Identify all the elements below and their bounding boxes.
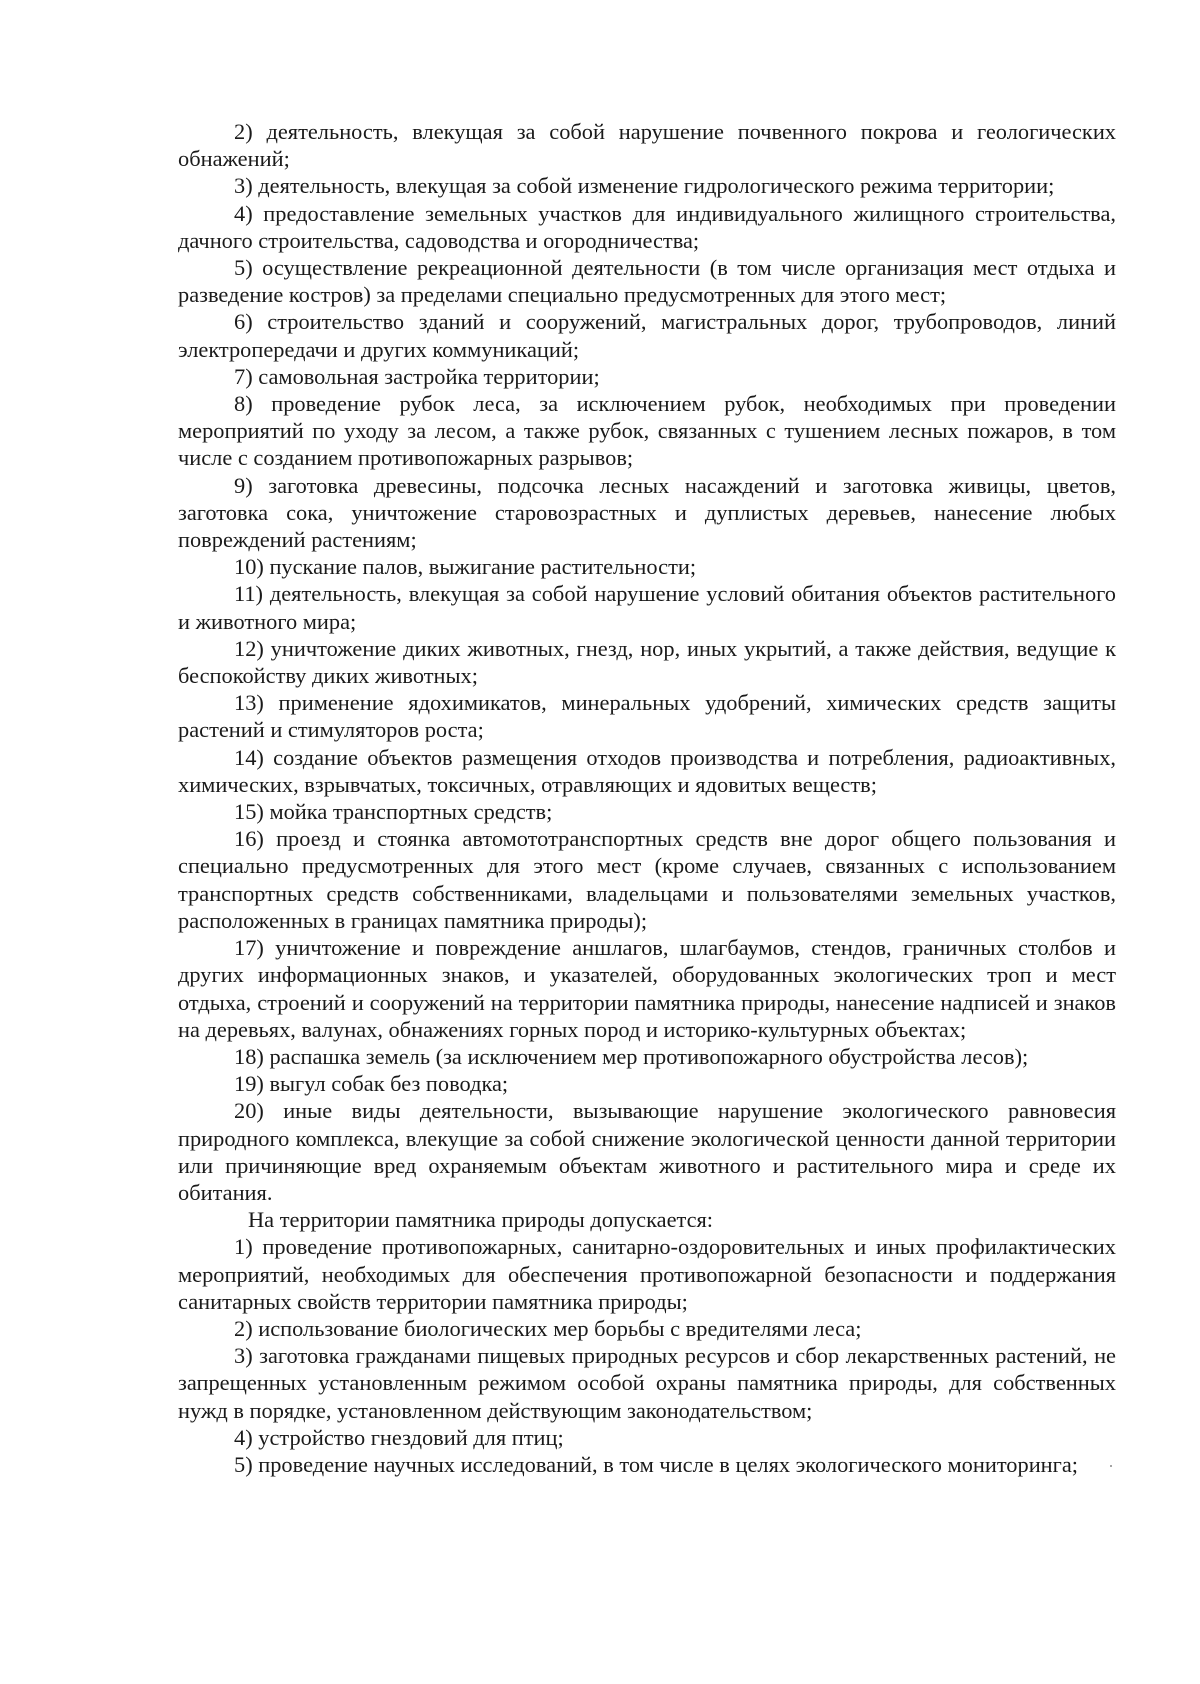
- document-body: [178, 118, 1116, 1478]
- prohibited-item-13: 13) применение ядохимикатов, минеральных удобрений, химических средств защиты растений и стимуляторов роста;: [178, 690, 1116, 743]
- prohibited-item-2: 2) деятельность, влекущая за собой нарушение почвенного покрова и геологических обнажений;: [178, 119, 1116, 172]
- scan-speck: [1110, 1465, 1112, 1467]
- prohibited-item-5: 5) осуществление рекреационной деятельности (в том числе организация мест отдыха и разведение костров) за пределами специально предусмотренных для этого мест;: [178, 255, 1116, 308]
- prohibited-item-10: 10) пускание палов, выжигание растительности;: [234, 554, 697, 580]
- prohibited-item-14: 14) создание объектов размещения отходов производства и потребления, радиоактивных, химических, взрывчатых, токсичных, отравляющих и ядовитых веществ;: [178, 744, 1116, 797]
- prohibited-item-11: 11) деятельность, влекущая за собой нарушение условий обитания объектов растительного и животного мира;: [178, 581, 1116, 634]
- prohibited-item-18: 18) распашка земель (за исключением мер противопожарного обустройства лесов);: [234, 1043, 1029, 1069]
- allowed-item-4: 4) устройство гнездовий для птиц;: [234, 1424, 564, 1450]
- prohibited-item-8: 8) проведение рубок леса, за исключением рубок, необходимых при проведении мероприятий по уходу за лесом, а также рубок, связанных с тушением лесных пожаров, в том числе с созданием противопожарных разрывов;: [178, 391, 1116, 471]
- prohibited-item-3: 3) деятельность, влекущая за собой изменение гидрологического режима территории;: [234, 173, 1055, 199]
- allowed-item-1: 1) проведение противопожарных, санитарно-оздоровительных и иных профилактических мероприятий, необходимых для обеспечения противопожарной безопасности и поддержания санитарных свойств территории памятника природы;: [178, 1234, 1116, 1314]
- prohibited-item-19: 19) выгул собак без поводка;: [234, 1071, 509, 1097]
- prohibited-item-12: 12) уничтожение диких животных, гнезд, нор, иных укрытий, а также действия, ведущие к беспокойству диких животных;: [178, 635, 1116, 689]
- allowed-item-2: 2) использование биологических мер борьбы с вредителями леса;: [234, 1315, 862, 1341]
- allowed-item-5: 5) проведение научных исследований, в том числе в целях экологического мониторинга;: [234, 1451, 1079, 1477]
- prohibited-item-6: 6) строительство зданий и сооружений, магистральных дорог, трубопроводов, линий электропередачи и других коммуникаций;: [178, 309, 1116, 362]
- prohibited-item-15: 15) мойка транспортных средств;: [234, 799, 553, 825]
- prohibited-item-7: 7) самовольная застройка территории;: [234, 363, 600, 389]
- prohibited-item-16: 16) проезд и стоянка автомототранспортных средств вне дорог общего пользования и специально предусмотренных для этого мест (кроме случаев, связанных с использованием транспортных средств собственниками, владельцами и пользователями земельных участков, расположенных в границах памятника природы);: [178, 826, 1116, 933]
- allowed-item-3: 3) заготовка гражданами пищевых природных ресурсов и сбор лекарственных растений, не запрещенных установленным режимом особой охраны памятника природы, для собственных нужд в порядке, установленном действующим законодательством;: [178, 1343, 1116, 1423]
- prohibited-item-4: 4) предоставление земельных участков для индивидуального жилищного строительства, дачного строительства, садоводства и огородничества;: [178, 200, 1116, 253]
- allowed-intro: На территории памятника природы допускается:: [248, 1207, 714, 1233]
- prohibited-item-17: 17) уничтожение и повреждение аншлагов, шлагбаумов, стендов, граничных столбов и других информационных знаков, и указателей, оборудованных экологических троп и мест отдыха, строений и сооружений на территории памятника природы, нанесение надписей и знаков на деревьях, валунах, обнажениях горных пород и историко-культурных объектах;: [178, 935, 1116, 1042]
- prohibited-item-9: 9) заготовка древесины, подсочка лесных насаждений и заготовка живицы, цветов, заготовка сока, уничтожение старовозрастных и дуплистых деревьев, нанесение любых повреждений растениям;: [178, 472, 1116, 553]
- prohibited-item-20: 20) иные виды деятельности, вызывающие нарушение экологического равновесия природного комплекса, влекущие за собой снижение экологической ценности данной территории или причиняющие вред охраняемым объектам животного и растительного мира и среде их обитания.: [178, 1098, 1116, 1205]
